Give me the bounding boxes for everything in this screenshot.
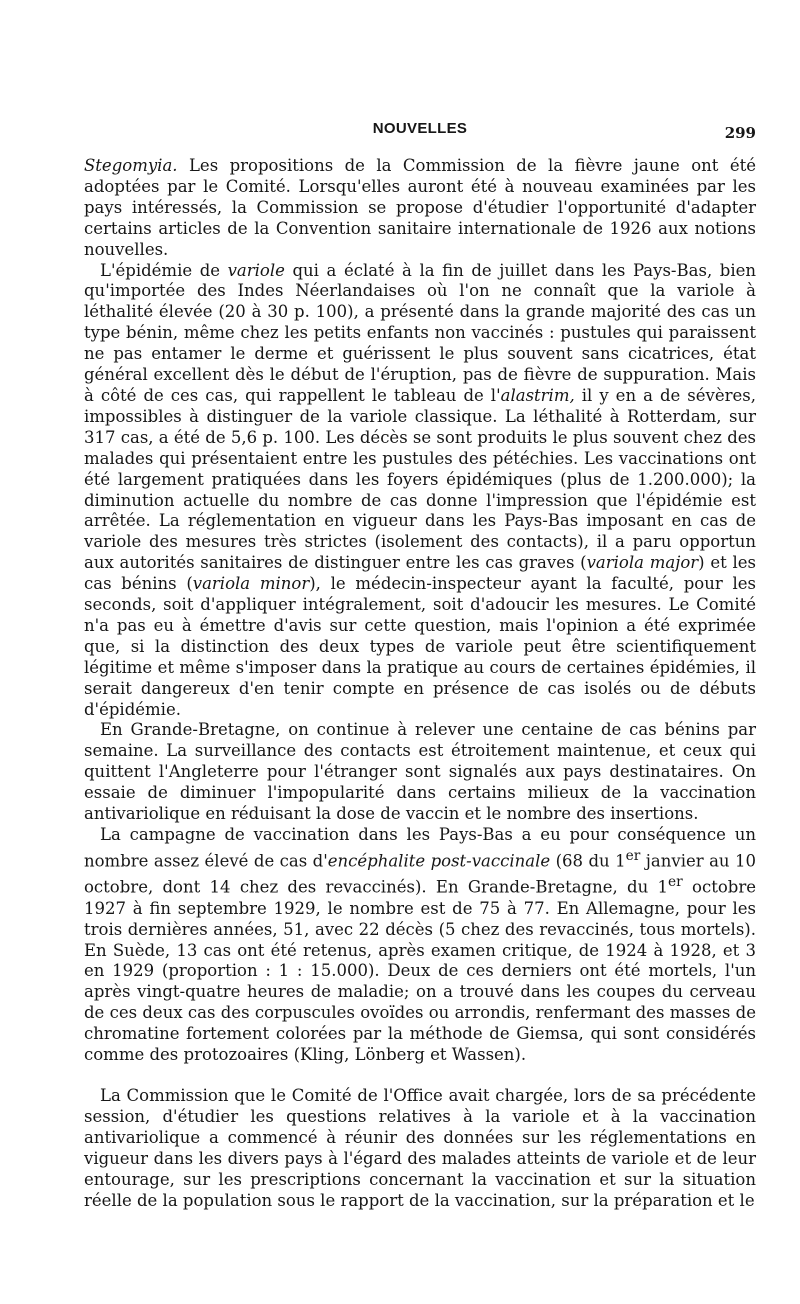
running-title: NOUVELLES: [372, 120, 468, 137]
paragraph-commission: La Commission que le Comité de l'Office avait chargée, lors de sa précédente session, d'étudier les questions relatives à la variole et à la vaccination antivariolique a commencé à réunir des données sur les réglementations en vigueur dans les divers pays à l'égard des malades atteints de variole et de leur entourage, sur les prescriptions concernant la vaccination et sur la situation réelle de la population sous le rapport de la vaccination, sur la préparation et le: [84, 1085, 756, 1210]
page-header: [84, 120, 756, 150]
paragraph-text: La campagne de vaccination dans les Pays-Bas a eu pour conséquence un nombre assez élevé de cas d': [84, 825, 756, 871]
paragraph-encephalite: [84, 825, 756, 1066]
paragraph-text: (68 du 1: [550, 851, 626, 871]
paragraph-grande-bretagne: En Grande-Bretagne, on continue à relever une centaine de cas bénins par semaine. La surveillance des contacts est étroitement maintenue, et ceux qui quittent l'Angleterre pour l'étranger sont signalés aux pays destinataires. On essaie de diminuer l'impopularité dans certains milieux de la vaccination antivariolique en réduisant la dose de vaccin et le nombre des insertions.: [84, 720, 756, 824]
ordinal-superscript: er: [668, 874, 683, 891]
paragraph-text: L'épidémie de: [100, 260, 228, 280]
paragraph-text: il y en a de sévères, impossibles à distinguer de la variole classique. La léthalité à Rotterdam, sur 317 cas, a été de 5,6 p. 100. Les décès se sont produits le plus souvent chez des malades qui présentaient entre les pustules des pétéchies. Les vaccinations ont été largement pratiquées dans les foyers épidémiques (plus de 1.200.000); la diminution actuelle du nombre de cas donne l'impression que l'épidémie est arrêtée. La réglementation en vigueur dans les Pays-Bas imposant en cas de variole des mesures très strictes (isolement des contacts), il a paru opportun aux autorités sanitaires de distinguer entre les cas graves (: [84, 385, 756, 573]
paragraph-stegomyia: [84, 156, 756, 261]
italic-term-encephalite: encéphalite post-vaccinale: [327, 851, 551, 871]
italic-term-variola-minor: variola minor: [192, 574, 310, 594]
paragraph-variole-epidemic: [84, 261, 756, 721]
paragraph-text: ) et les cas bénins (: [84, 553, 756, 594]
italic-term-stegomyia: Stegomyia.: [84, 156, 178, 175]
document-page: [84, 120, 756, 1211]
ordinal-superscript: er: [625, 847, 641, 864]
page-number: 299: [724, 124, 756, 142]
paragraph-text: octobre 1927 à fin septembre 1929, le nombre est de 75 à 77. En Allemagne, pour les trois dernières années, 51, avec 22 décès (5 chez des revaccinés, tous mortels). En Suède, 13 cas ont été retenus, après examen critique, de 1924 à 1928, et 3 en 1929 (proportion : 1 : 15.000). Deux de ces derniers ont été mortels, l'un après vingt-quatre heures de maladie; on a trouvé dans les coupes du cerveau de ces deux cas des corpuscules ovoïdes ou arrondis, renfermant des masses de chromatine fortement colorées par la méthode de Giemsa, qui sont considérés comme des protozoaires (Kling, Lönberg et Wassen).: [84, 877, 756, 1065]
italic-term-variola-major: variola major: [586, 553, 699, 573]
paragraph-text: Les propositions de la Commission de la fièvre jaune ont été adoptées par le Comité. Lorsqu'elles auront été à nouveau examinées par les pays intéressés, la Commission se propose d'étudier l'opportunité d'adapter certains articles de la Convention sanitaire internationale de 1926 aux notions nouvelles.: [84, 156, 756, 259]
italic-term-alastrim: alastrim,: [500, 385, 575, 405]
italic-term-variole: variole: [227, 260, 285, 280]
paragraph-text: ), le médecin-inspecteur ayant la faculté, pour les seconds, soit d'appliquer intégralement, soit d'adoucir les mesures. Le Comité n'a pas eu à émettre d'avis sur cette question, mais l'opinion a été exprimée que, si la distinction des deux types de variole peut être scientifiquement légitime et même s'imposer dans la pratique au cours de certaines épidémies, il serait dangereux d'en tenir compte en présence de cas isolés ou de débuts d'épidémie.: [84, 574, 756, 719]
paragraph-text: qui a éclaté à la fin de juillet dans les Pays-Bas, bien qu'importée des Indes Néerlandaises où l'on ne connaît que la variole à léthalité élevée (20 à 30 p. 100), a présenté dans la grande majorité des cas un type bénin, même chez les petits enfants non vaccinés : pustules qui paraissent ne pas entamer le derme et guérissent le plus souvent sans cicatrices, état général excellent dès le début de l'éruption, pas de fièvre de suppuration. Mais à côté de ces cas, qui rappellent le tableau de l': [84, 260, 756, 405]
paragraph-text: janvier au 10 octobre, dont 14 chez des revaccinés). En Grande-Bretagne, du 1: [84, 851, 756, 897]
